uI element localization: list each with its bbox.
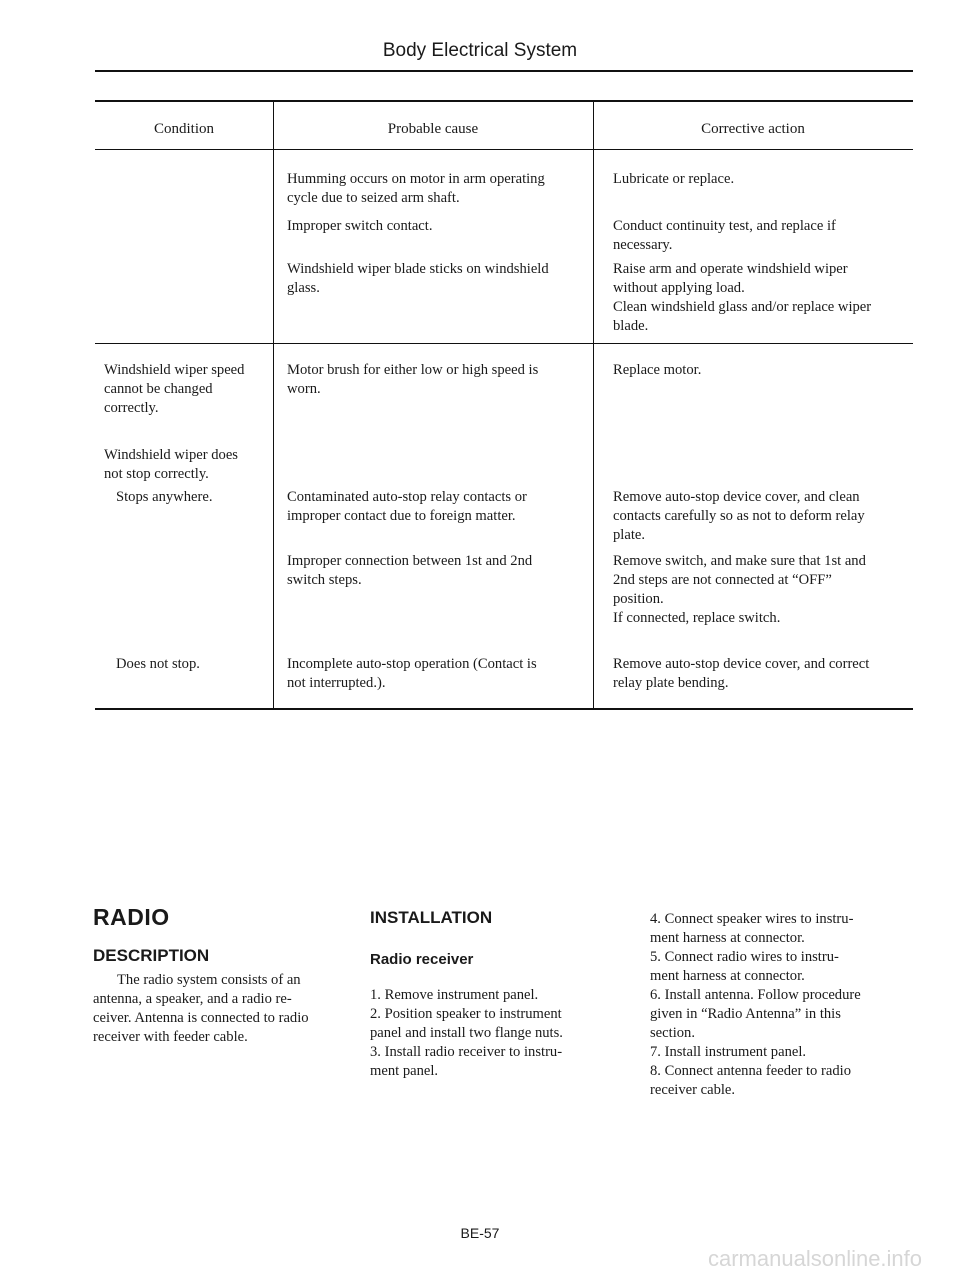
col-header-cause: Probable cause (387, 121, 479, 137)
step-line: 7. Install instrument panel. (650, 1044, 807, 1060)
cause-line: worn. (287, 381, 321, 397)
col-header-action: Corrective action (701, 121, 805, 137)
table-row (613, 170, 903, 189)
table-header-rule (95, 149, 913, 150)
cause-line: Improper switch contact. (287, 218, 433, 234)
action-line: Remove auto-stop device cover, and clean (613, 489, 860, 505)
step-line: panel and install two flange nuts. (370, 1025, 563, 1041)
action-line: relay plate bending. (613, 675, 729, 691)
installation-subtitle: Radio receiver (370, 951, 474, 968)
table-row (613, 361, 903, 380)
table-row (116, 655, 271, 674)
condition-line: not stop correctly. (104, 466, 209, 482)
cause-line: Humming occurs on motor in arm operating (287, 171, 545, 187)
action-line: contacts carefully so as not to deform relay (613, 508, 865, 524)
table-row (287, 488, 582, 526)
table-col-divider-1 (273, 100, 274, 710)
condition-line: cannot be changed (104, 381, 213, 397)
step-line: 1. Remove instrument panel. (370, 987, 539, 1003)
description-line: antenna, a speaker, and a radio re- (93, 991, 292, 1007)
table-row (104, 361, 269, 418)
watermark: carmanualsonline.info (708, 1246, 923, 1271)
table-row (613, 488, 903, 545)
step-line: given in “Radio Antenna” in this (650, 1006, 841, 1022)
installation-title: INSTALLATION (370, 908, 493, 927)
condition-line: correctly. (104, 400, 159, 416)
table-row (116, 488, 271, 507)
description-text (93, 971, 347, 1047)
action-line: necessary. (613, 237, 673, 253)
table-bottom-rule (95, 708, 913, 710)
step-line: 5. Connect radio wires to instru- (650, 949, 839, 965)
table-row (104, 446, 269, 484)
cause-line: Motor brush for either low or high speed is (287, 362, 539, 378)
step-line: ment harness at connector. (650, 968, 805, 984)
action-line: Lubricate or replace. (613, 171, 735, 187)
cause-line: Contaminated auto-stop relay contacts or (287, 489, 527, 505)
table-row (287, 170, 582, 208)
action-line: position. (613, 591, 664, 607)
cause-line: switch steps. (287, 572, 362, 588)
table-row (287, 217, 582, 236)
step-line: 2. Position speaker to instrument (370, 1006, 562, 1022)
action-line: blade. (613, 318, 649, 334)
install-steps-a (370, 986, 632, 1081)
action-line: Remove auto-stop device cover, and correct (613, 656, 870, 672)
cause-line: Improper connection between 1st and 2nd (287, 553, 533, 569)
cause-line: cycle due to seized arm shaft. (287, 190, 460, 206)
table-row (287, 260, 582, 298)
table-row (613, 655, 903, 693)
table-row (613, 552, 903, 628)
page-number: BE-57 (460, 1225, 500, 1241)
cause-line: glass. (287, 280, 320, 296)
header-rule (95, 70, 913, 72)
step-line: ment harness at connector. (650, 930, 805, 946)
action-line: Remove switch, and make sure that 1st and (613, 553, 866, 569)
table-group-rule (95, 343, 913, 344)
description-line: ceiver. Antenna is connected to radio (93, 1010, 309, 1026)
action-line: Clean windshield glass and/or replace wiper (613, 299, 872, 315)
step-line: section. (650, 1025, 695, 1041)
description-line: The radio system consists of an (117, 972, 301, 988)
table-row (287, 655, 582, 693)
action-line: plate. (613, 527, 646, 543)
step-line: 4. Connect speaker wires to instru- (650, 911, 854, 927)
install-steps-b (650, 910, 916, 1100)
step-line: 8. Connect antenna feeder to radio (650, 1063, 851, 1079)
condition-line: Windshield wiper does (104, 447, 238, 463)
step-line: receiver cable. (650, 1082, 736, 1098)
condition-line: Does not stop. (116, 656, 200, 672)
condition-line: Windshield wiper speed (104, 362, 245, 378)
step-line: ment panel. (370, 1063, 439, 1079)
page-header: Body Electrical System (382, 40, 578, 61)
step-line: 6. Install antenna. Follow procedure (650, 987, 861, 1003)
condition-line: Stops anywhere. (116, 489, 213, 505)
table-row (287, 552, 582, 590)
table-row (613, 217, 903, 255)
table-row (613, 260, 903, 336)
cause-line: not interrupted.). (287, 675, 386, 691)
description-title: DESCRIPTION (93, 946, 210, 965)
step-line: 3. Install radio receiver to instru- (370, 1044, 563, 1060)
action-line: Replace motor. (613, 362, 702, 378)
table-col-divider-2 (593, 100, 594, 710)
action-line: Raise arm and operate windshield wiper (613, 261, 848, 277)
cause-line: Windshield wiper blade sticks on windshield (287, 261, 549, 277)
cause-line: improper contact due to foreign matter. (287, 508, 516, 524)
action-line: 2nd steps are not connected at “OFF” (613, 572, 832, 588)
table-top-rule (95, 100, 913, 102)
cause-line: Incomplete auto-stop operation (Contact is (287, 656, 537, 672)
table-row (287, 361, 582, 399)
action-line: Conduct continuity test, and replace if (613, 218, 836, 234)
col-header-condition: Condition (153, 121, 214, 137)
action-line: without applying load. (613, 280, 745, 296)
action-line: If connected, replace switch. (613, 610, 781, 626)
description-line: receiver with feeder cable. (93, 1029, 248, 1045)
radio-title: RADIO (93, 904, 170, 930)
